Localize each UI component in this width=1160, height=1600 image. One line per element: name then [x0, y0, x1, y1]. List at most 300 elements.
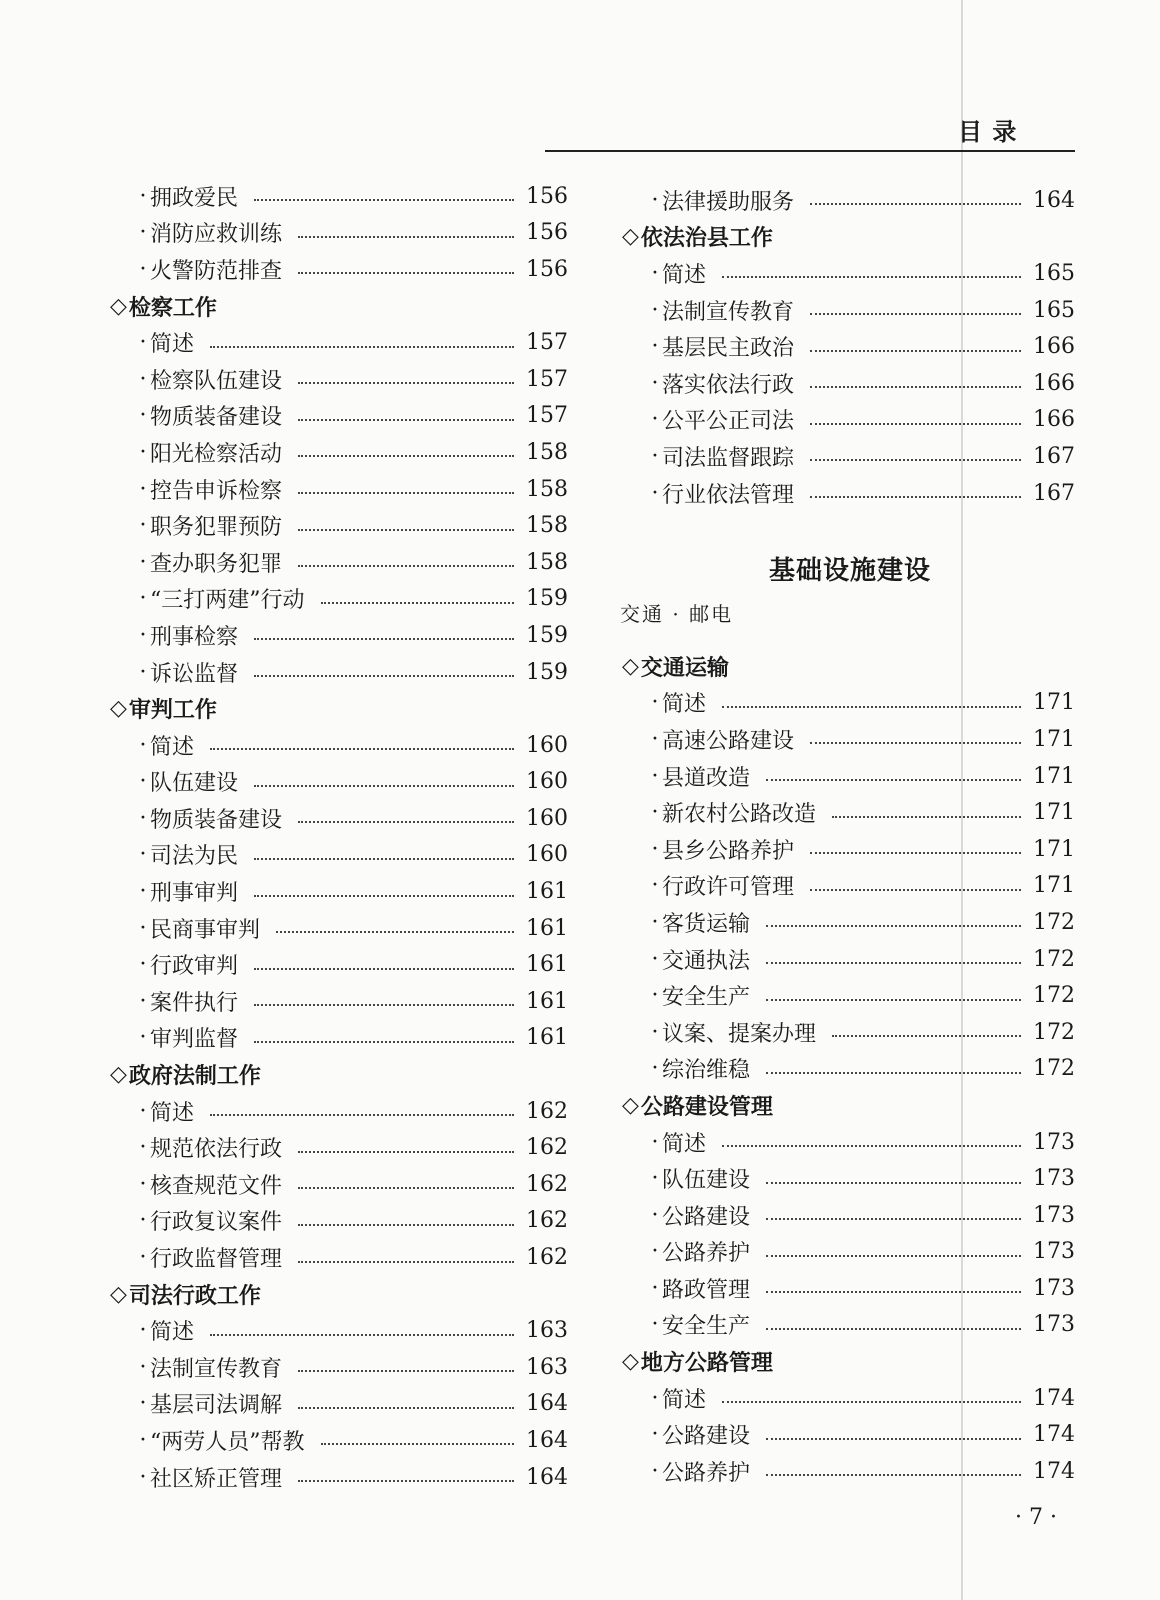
toc-entry-page: 173 [1033, 1239, 1075, 1265]
toc-entry-label: 安全生产 [662, 1314, 751, 1340]
toc-entry[interactable] [108, 1349, 568, 1386]
toc-entry[interactable] [620, 1453, 1075, 1490]
toc-entry-label: “三打两建”行动 [150, 588, 305, 614]
bullet-dot: · [139, 952, 147, 978]
toc-entry-page: 162 [526, 1208, 568, 1234]
toc-left-column [108, 178, 568, 1495]
toc-entry-label: 简述 [662, 1387, 707, 1413]
toc-entry[interactable] [108, 1459, 568, 1496]
bullet-dot: · [651, 334, 659, 360]
dot-leader [298, 821, 514, 823]
dot-leader [832, 816, 1021, 818]
toc-entry-label: 检察队伍建设 [150, 368, 283, 394]
toc-entry-page: 172 [1033, 983, 1075, 1009]
toc-entry-label: 公平公正司法 [662, 409, 795, 435]
toc-entry-label: 行业依法管理 [662, 482, 795, 508]
bullet-dot: · [651, 1202, 659, 1228]
toc-entry-page: 163 [526, 1354, 568, 1380]
toc-entry-page: 164 [526, 1427, 568, 1453]
dot-leader [210, 748, 514, 750]
toc-entry-page: 157 [526, 366, 568, 392]
toc-entry[interactable] [108, 800, 568, 837]
bullet-dot: · [139, 1391, 147, 1417]
dot-leader [766, 1474, 1021, 1476]
dot-leader [810, 386, 1021, 388]
page-number: · 7 · [1015, 1505, 1057, 1530]
toc-section-heading[interactable] [108, 1056, 568, 1093]
bullet-dot: · [139, 476, 147, 502]
toc-entry[interactable] [620, 941, 1075, 978]
bullet-dot: · [651, 1019, 659, 1045]
toc-entry-page: 166 [1033, 407, 1075, 433]
toc-entry-label: 法律援助服务 [662, 189, 795, 215]
toc-entry-label: 简述 [662, 262, 707, 288]
toc-entry[interactable] [108, 1203, 568, 1240]
bullet-dot: · [651, 836, 659, 862]
toc-entry[interactable] [108, 251, 568, 288]
toc-entry[interactable] [108, 1166, 568, 1203]
bullet-dot: · [651, 873, 659, 899]
toc-entry[interactable] [108, 398, 568, 435]
bullet-dot: · [651, 690, 659, 716]
toc-entry-label: 职务犯罪预防 [150, 515, 283, 541]
toc-entry-label: 控告申诉检察 [150, 478, 283, 504]
bullet-dot: · [651, 1239, 659, 1265]
toc-entry-page: 165 [1033, 260, 1075, 286]
bullet-dot: · [651, 1056, 659, 1082]
bullet-dot: · [139, 622, 147, 648]
toc-entry-label: 规范依法行政 [150, 1137, 283, 1163]
dot-leader [254, 199, 514, 201]
subpart-title: 交通 · 邮电 [620, 602, 734, 626]
dot-leader [210, 1334, 514, 1336]
bullet-dot: · [139, 403, 147, 429]
toc-entry-label: 简述 [150, 1320, 195, 1346]
toc-entry[interactable] [620, 794, 1075, 831]
toc-section-label: 政府法制工作 [128, 1063, 261, 1090]
bullet-dot: · [651, 1458, 659, 1484]
toc-entry-page: 174 [1033, 1385, 1075, 1411]
dot-leader [810, 742, 1021, 744]
diamond-icon: ◇ [622, 653, 639, 679]
toc-entry-page: 158 [526, 476, 568, 502]
toc-entry-label: 查办职务犯罪 [150, 551, 283, 577]
diamond-icon: ◇ [110, 1062, 127, 1088]
bullet-dot: · [139, 988, 147, 1014]
toc-entry-page: 159 [526, 622, 568, 648]
dot-leader [254, 785, 514, 787]
toc-entry-label: 简述 [150, 734, 195, 760]
toc-entry-label: 公路建设 [662, 1204, 751, 1230]
toc-entry-page: 173 [1033, 1129, 1075, 1155]
toc-entry-label: 消防应救训练 [150, 222, 283, 248]
bullet-dot: · [139, 805, 147, 831]
bullet-dot: · [139, 879, 147, 905]
dot-leader [298, 1151, 514, 1153]
toc-entry-page: 172 [1033, 909, 1075, 935]
toc-section-heading[interactable] [620, 219, 1075, 256]
toc-entry[interactable] [108, 946, 568, 983]
toc-entry-page: 156 [526, 183, 568, 209]
toc-right-column-bottom [620, 648, 1075, 1490]
toc-entry[interactable] [108, 1020, 568, 1057]
toc-entry[interactable] [108, 1129, 568, 1166]
toc-entry-page: 171 [1033, 763, 1075, 789]
bullet-dot: · [139, 1135, 147, 1161]
dot-leader [298, 1370, 514, 1372]
toc-entry-label: 行政监督管理 [150, 1247, 283, 1273]
dot-leader [766, 925, 1021, 927]
dot-leader [298, 1187, 514, 1189]
dot-leader [810, 852, 1021, 854]
bullet-dot: · [651, 763, 659, 789]
toc-entry-label: 综治维稳 [662, 1058, 751, 1084]
dot-leader [276, 931, 514, 933]
toc-entry[interactable] [620, 977, 1075, 1014]
toc-entry-label: 简述 [150, 1100, 195, 1126]
dot-leader [298, 492, 514, 494]
toc-entry-label: 新农村公路改造 [662, 802, 817, 828]
dot-leader [210, 346, 514, 348]
bullet-dot: · [139, 915, 147, 941]
toc-entry-page: 161 [526, 879, 568, 905]
toc-entry[interactable] [108, 983, 568, 1020]
bullet-dot: · [139, 1245, 147, 1271]
bullet-dot: · [139, 659, 147, 685]
dot-leader [766, 999, 1021, 1001]
toc-entry-label: 安全生产 [662, 985, 751, 1011]
toc-section-label: 地方公路管理 [640, 1350, 773, 1377]
toc-entry-page: 167 [1033, 443, 1075, 469]
bullet-dot: · [651, 726, 659, 752]
toc-entry[interactable] [620, 721, 1075, 758]
toc-section-heading[interactable] [620, 1343, 1075, 1380]
dot-leader [810, 496, 1021, 498]
toc-entry-page: 171 [1033, 836, 1075, 862]
toc-entry-label: 物质装备建设 [150, 807, 283, 833]
toc-entry-page: 173 [1033, 1312, 1075, 1338]
dot-leader [254, 895, 514, 897]
toc-entry-page: 162 [526, 1098, 568, 1124]
toc-entry[interactable] [108, 764, 568, 801]
bullet-dot: · [139, 513, 147, 539]
diamond-icon: ◇ [622, 1349, 639, 1375]
toc-entry-label: 基层司法调解 [150, 1393, 283, 1419]
dot-leader [766, 1255, 1021, 1257]
toc-entry-page: 160 [526, 732, 568, 758]
toc-section-heading[interactable] [108, 1276, 568, 1313]
bullet-dot: · [651, 1275, 659, 1301]
bullet-dot: · [139, 586, 147, 612]
toc-entry[interactable] [108, 215, 568, 252]
dot-leader [810, 889, 1021, 891]
toc-entry-label: 行政复议案件 [150, 1210, 283, 1236]
dot-leader [298, 419, 514, 421]
dot-leader [321, 1443, 515, 1445]
part-title: 基础设施建设 [768, 556, 931, 586]
toc-section-label: 公路建设管理 [640, 1093, 773, 1120]
dot-leader [810, 350, 1021, 352]
toc-entry[interactable] [620, 1014, 1075, 1051]
toc-entry[interactable] [620, 365, 1075, 402]
toc-entry-label: “两劳人员”帮教 [150, 1429, 305, 1455]
bullet-dot: · [139, 1208, 147, 1234]
toc-section-heading[interactable] [108, 690, 568, 727]
toc-entry[interactable] [620, 868, 1075, 905]
bullet-dot: · [139, 330, 147, 356]
bullet-dot: · [139, 439, 147, 465]
toc-section-label: 依法治县工作 [640, 225, 773, 252]
dot-leader [298, 455, 514, 457]
toc-entry[interactable] [108, 1093, 568, 1130]
toc-entry-label: 火警防范排查 [150, 258, 283, 284]
toc-entry-label: 客货运输 [662, 911, 751, 937]
toc-entry-label: 司法监督跟踪 [662, 445, 795, 471]
dot-leader [321, 602, 515, 604]
toc-entry-label: 法制宣传教育 [662, 299, 795, 325]
toc-entry-label: 行政许可管理 [662, 875, 795, 901]
toc-entry-label: 案件执行 [150, 990, 239, 1016]
dot-leader [810, 423, 1021, 425]
toc-entry[interactable] [620, 758, 1075, 795]
bullet-dot: · [651, 983, 659, 1009]
toc-section-heading[interactable] [620, 648, 1075, 685]
dot-leader [766, 1072, 1021, 1074]
dot-leader [254, 968, 514, 970]
toc-entry[interactable] [108, 178, 568, 215]
toc-entry[interactable] [620, 904, 1075, 941]
toc-entry-label: 法制宣传教育 [150, 1356, 283, 1382]
toc-entry-page: 166 [1033, 370, 1075, 396]
toc-section-label: 检察工作 [128, 294, 217, 321]
dot-leader [210, 1114, 514, 1116]
toc-entry[interactable] [620, 1270, 1075, 1307]
toc-entry[interactable] [108, 873, 568, 910]
bullet-dot: · [139, 1354, 147, 1380]
toc-entry[interactable] [108, 837, 568, 874]
bullet-dot: · [139, 1464, 147, 1490]
toc-entry-label: 议案、提案办理 [662, 1021, 817, 1047]
dot-leader [298, 1261, 514, 1263]
dot-leader [766, 1291, 1021, 1293]
toc-entry-page: 160 [526, 769, 568, 795]
toc-entry-page: 171 [1033, 800, 1075, 826]
toc-entry[interactable] [108, 1386, 568, 1423]
bullet-dot: · [139, 1427, 147, 1453]
toc-entry[interactable] [108, 727, 568, 764]
toc-entry-page: 165 [1033, 297, 1075, 323]
diamond-icon: ◇ [622, 224, 639, 250]
toc-entry-label: 公路养护 [662, 1241, 751, 1267]
dot-leader [298, 382, 514, 384]
dot-leader [722, 276, 1021, 278]
toc-entry[interactable] [620, 1197, 1075, 1234]
toc-entry-label: 路政管理 [662, 1277, 751, 1303]
dot-leader [766, 1218, 1021, 1220]
toc-entry-page: 159 [526, 659, 568, 685]
toc-entry-page: 160 [526, 842, 568, 868]
bullet-dot: · [139, 1025, 147, 1051]
bullet-dot: · [139, 183, 147, 209]
toc-entry[interactable] [620, 1234, 1075, 1271]
bullet-dot: · [651, 909, 659, 935]
toc-entry-page: 171 [1033, 726, 1075, 752]
dot-leader [722, 1401, 1021, 1403]
toc-entry-page: 160 [526, 805, 568, 831]
toc-entry[interactable] [620, 1307, 1075, 1344]
toc-entry-label: 社区矫正管理 [150, 1466, 283, 1492]
dot-leader [298, 1480, 514, 1482]
toc-right-column-top [620, 182, 1075, 511]
toc-entry-page: 162 [526, 1245, 568, 1271]
toc-entry[interactable] [108, 1312, 568, 1349]
dot-leader [810, 459, 1021, 461]
toc-entry-label: 审判监督 [150, 1027, 239, 1053]
bullet-dot: · [651, 370, 659, 396]
bullet-dot: · [139, 220, 147, 246]
toc-section-label: 审判工作 [128, 697, 217, 724]
toc-entry[interactable] [108, 910, 568, 947]
dot-leader [254, 638, 514, 640]
dot-leader [766, 779, 1021, 781]
toc-entry-page: 174 [1033, 1458, 1075, 1484]
toc-section-heading[interactable] [620, 1087, 1075, 1124]
toc-entry[interactable] [620, 685, 1075, 722]
toc-entry-page: 171 [1033, 873, 1075, 899]
toc-entry-page: 157 [526, 330, 568, 356]
toc-entry[interactable] [620, 1160, 1075, 1197]
bullet-dot: · [651, 480, 659, 506]
toc-entry[interactable] [108, 654, 568, 691]
bullet-dot: · [651, 946, 659, 972]
bullet-dot: · [139, 1098, 147, 1124]
toc-entry-label: 刑事审判 [150, 881, 239, 907]
toc-entry-page: 164 [526, 1464, 568, 1490]
dot-leader [254, 858, 514, 860]
toc-entry-label: 基层民主政治 [662, 336, 795, 362]
toc-entry-page: 173 [1033, 1202, 1075, 1228]
toc-entry-label: 落实依法行政 [662, 372, 795, 398]
toc-entry-page: 162 [526, 1171, 568, 1197]
toc-entry-page: 174 [1033, 1422, 1075, 1448]
bullet-dot: · [139, 549, 147, 575]
toc-entry-label: 诉讼监督 [150, 661, 239, 687]
dot-leader [298, 1407, 514, 1409]
diamond-icon: ◇ [110, 293, 127, 319]
dot-leader [766, 1438, 1021, 1440]
toc-entry-label: 交通执法 [662, 948, 751, 974]
toc-entry[interactable] [620, 292, 1075, 329]
toc-entry-label: 民商事审判 [150, 917, 261, 943]
bullet-dot: · [651, 1422, 659, 1448]
toc-entry-label: 公路养护 [662, 1460, 751, 1486]
bullet-dot: · [139, 366, 147, 392]
toc-entry-label: 核查规范文件 [150, 1173, 283, 1199]
dot-leader [298, 529, 514, 531]
dot-leader [298, 236, 514, 238]
toc-entry[interactable] [620, 328, 1075, 365]
toc-section-label: 交通运输 [640, 654, 729, 681]
toc-entry[interactable] [620, 1124, 1075, 1161]
toc-entry[interactable] [108, 544, 568, 581]
toc-entry-label: 司法为民 [150, 844, 239, 870]
toc-entry-label: 阳光检察活动 [150, 441, 283, 467]
toc-entry-page: 158 [526, 549, 568, 575]
toc-entry-label: 县道改造 [662, 765, 751, 791]
toc-entry-label: 公路建设 [662, 1424, 751, 1450]
bullet-dot: · [651, 187, 659, 213]
toc-entry[interactable] [620, 182, 1075, 219]
toc-entry-page: 159 [526, 586, 568, 612]
toc-entry[interactable] [620, 402, 1075, 439]
bullet-dot: · [651, 297, 659, 323]
toc-entry-label: 简述 [662, 1131, 707, 1157]
bullet-dot: · [139, 732, 147, 758]
dot-leader [766, 1328, 1021, 1330]
diamond-icon: ◇ [622, 1092, 639, 1118]
toc-entry[interactable] [620, 438, 1075, 475]
toc-entry-page: 172 [1033, 1019, 1075, 1045]
toc-entry[interactable] [108, 581, 568, 618]
toc-entry-page: 158 [526, 439, 568, 465]
toc-entry-label: 行政审判 [150, 954, 239, 980]
toc-entry-page: 161 [526, 915, 568, 941]
toc-entry-page: 163 [526, 1318, 568, 1344]
toc-entry-page: 172 [1033, 1056, 1075, 1082]
toc-entry-page: 173 [1033, 1166, 1075, 1192]
toc-entry[interactable] [620, 1051, 1075, 1088]
toc-entry-label: 简述 [662, 692, 707, 718]
dot-leader [298, 565, 514, 567]
toc-entry[interactable] [108, 617, 568, 654]
toc-entry-label: 简述 [150, 332, 195, 358]
toc-entry[interactable] [108, 361, 568, 398]
toc-entry-page: 158 [526, 513, 568, 539]
dot-leader [766, 1182, 1021, 1184]
dot-leader [832, 1035, 1021, 1037]
toc-entry[interactable] [620, 255, 1075, 292]
toc-entry-page: 157 [526, 403, 568, 429]
toc-entry[interactable] [108, 1422, 568, 1459]
toc-entry[interactable] [620, 1416, 1075, 1453]
bullet-dot: · [651, 443, 659, 469]
toc-entry[interactable] [108, 434, 568, 471]
toc-section-heading[interactable] [108, 288, 568, 325]
toc-entry-page: 156 [526, 220, 568, 246]
toc-entry-page: 171 [1033, 690, 1075, 716]
toc-entry[interactable] [620, 475, 1075, 512]
toc-entry[interactable] [620, 831, 1075, 868]
toc-entry[interactable] [108, 324, 568, 361]
bullet-dot: · [651, 1385, 659, 1411]
toc-entry[interactable] [620, 1380, 1075, 1417]
toc-entry-page: 161 [526, 952, 568, 978]
toc-entry-page: 161 [526, 1025, 568, 1051]
toc-entry-label: 县乡公路养护 [662, 838, 795, 864]
toc-entry[interactable] [108, 1239, 568, 1276]
bullet-dot: · [651, 1312, 659, 1338]
toc-entry-label: 物质装备建设 [150, 405, 283, 431]
toc-entry-label: 拥政爱民 [150, 185, 239, 211]
toc-entry-page: 172 [1033, 946, 1075, 972]
diamond-icon: ◇ [110, 1281, 127, 1307]
toc-entry[interactable] [108, 471, 568, 508]
toc-entry[interactable] [108, 507, 568, 544]
toc-entry-page: 164 [526, 1391, 568, 1417]
toc-entry-page: 166 [1033, 334, 1075, 360]
toc-section-label: 司法行政工作 [128, 1282, 261, 1309]
bullet-dot: · [139, 1318, 147, 1344]
